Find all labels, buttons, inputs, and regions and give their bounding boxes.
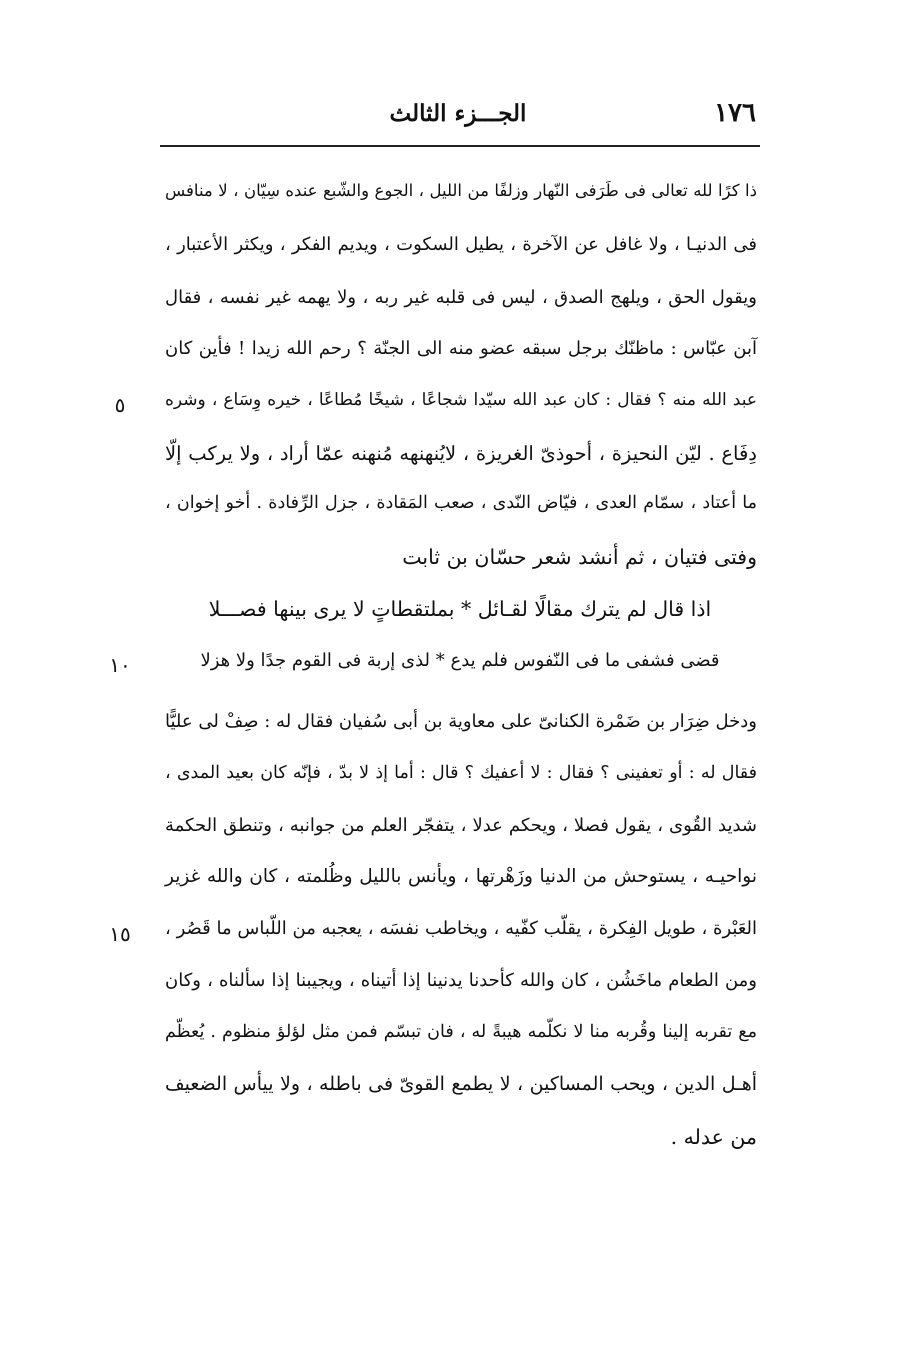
page-header	[160, 98, 756, 138]
text-line: فقال له : أو تعفينى ؟ فقال : لا أعفيك ؟ قال : أما إذ لا بدّ ، فإنّه كان بعيد المدى ،	[165, 763, 757, 783]
text-line: العَبْرة ، طويل الفِكرة ، يقلّب كفّيه ، ويخاطب نفسَه ، يعجبه من اللّباس ما قَصُر ،	[165, 918, 757, 939]
text-line: فى الدنيـا ، ولا غافل عن الآخرة ، يطيل السكوت ، ويديم الفكر ، ويكثر الأعتبار ،	[165, 234, 757, 255]
poem-verse: قضى فشفى ما فى النّفوس فلم يدع * لذى إربة فى القوم جدًا ولا هزلا	[200, 650, 720, 671]
margin-line-number: ٥	[114, 393, 126, 417]
text-line: ما أعتاد ، سمّام العدى ، فيّاض النّدى ، صعب المَقادة ، جزل الرِّفادة . أخو إخوان ،	[165, 493, 757, 513]
text-line: من عدله .	[670, 1125, 757, 1149]
text-line: وفتى فتيان ، ثم أنشد شعر حسّان بن ثابت	[402, 545, 757, 569]
text-line: نواحيـه ، يستوحش من الدنيا وزَهْرتها ، ويأنس بالليل وظُلمته ، كان والله غزير	[165, 866, 757, 887]
text-line: ويقول الحق ، ويلهج الصدق ، ليس فى قلبه غير ربه ، ولا يهمه غير نفسه ، فقال	[165, 287, 757, 308]
text-line: آبن عبّاس : ماظنّك برجل سبقه عضو منه الى الجنّة ؟ رحم الله زيدا ! فأين كان	[165, 338, 757, 359]
poem-verse: اذا قال لم يترك مقالًا لقـائل * بملتقطاتٍ لا يرى بينها فصـــلا	[208, 597, 712, 621]
text-line: مع تقربه إلينا وقُربه منا لا نكلّمه هيبةً له ، فان تبسّم فمن مثل لؤلؤ منظوم . يُعظّم	[165, 1022, 757, 1042]
text-line: دِفَاع . ليّن النحيزة ، أحوذىّ الغريزة ، لايُنهنهه مُنهنه عمّا أراد ، ولا يركب إلّا	[165, 442, 757, 465]
header-rule	[160, 145, 760, 147]
text-line: ومن الطعام ماخَشُن ، كان والله كأحدنا يدنينا إذا أتيناه ، ويجيبنا إذا سألناه ، وكان	[165, 970, 757, 991]
text-line: عبد الله منه ؟ فقال : كان عبد الله سيّدا شجاعًا ، شيخًا مُطاعًا ، خيره وِسَاع ، وشره	[165, 390, 757, 410]
margin-line-number: ١٠	[109, 653, 131, 677]
text-line: شديد القُوى ، يقول فصلا ، ويحكم عدلا ، يتفجّر العلم من جوانبه ، وتنطق الحكمة	[165, 815, 757, 836]
text-line: أهـل الدين ، ويحب المساكين ، لا يطمع القوىّ فى باطله ، ولا ييأس الضعيف	[165, 1073, 757, 1095]
margin-line-number: ١٥	[109, 922, 131, 946]
text-line: ودخل ضِرَار بن ضَمْرة الكنانىّ على معاوية بن أبى سُفيان فقال له : صِفْ لى عليًّا	[165, 711, 757, 732]
running-head: الجـــزء الثالث	[389, 100, 527, 127]
text-line: ذا كرًا لله تعالى فى طَرَفى النّهار وزلفًا من الليل ، الجوع والشّبع عنده سِيّان ، لا منافس	[165, 181, 757, 200]
page-number: ١٧٦	[714, 98, 756, 128]
